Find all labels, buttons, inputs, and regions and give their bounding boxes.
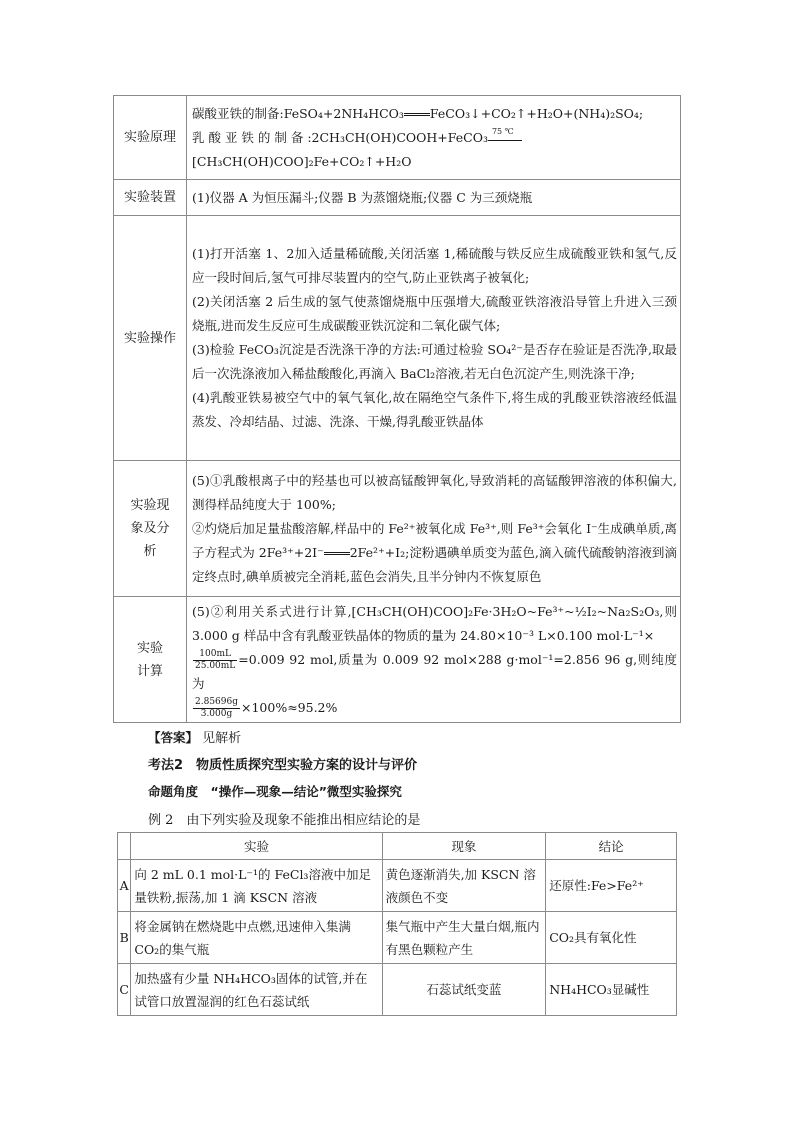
option-experiment: 向 2 mL 0.1 mol·L⁻¹的 FeCl₃溶液中加足量铁粉,振荡,加 1 滴 KSCN 溶液: [131, 860, 382, 912]
operation-step-3: (3)检验 FeCO₃沉淀是否洗涤干净的方法:可通过检验 SO₄²⁻是否存在验证是否洗净,取最后一次洗涤液加入稀盐酸酸化,再滴入 BaCl₂溶液,若无白色沉淀产生,则洗涤干净;: [192, 342, 677, 381]
phenomenon-line-1: (5)①乳酸根离子中的羟基也可以被高锰酸钾氧化,导致消耗的高锰酸钾溶液的体积偏大,测得样品纯度大于 100%;: [192, 472, 677, 512]
calculation-line-3: ×100%≈95.2%: [240, 699, 338, 715]
row-label-calculation: [114, 597, 187, 723]
header-experiment: 实验: [131, 833, 382, 860]
row-label-principle: 实验原理: [114, 96, 187, 180]
option-experiment: 将金属钠在燃烧匙中点燃,迅速伸入集满 CO₂的集气瓶: [131, 912, 382, 964]
temperature-label: 75 ℃: [491, 127, 514, 136]
equals-sign: [404, 113, 430, 116]
calculation-line-2: =0.009 92 mol,质量为 0.009 92 mol×288 g·mol⁻¹=2.856 96 g,则纯度为: [192, 651, 677, 691]
phenomenon-content: [187, 461, 681, 597]
principle-content: [187, 96, 681, 180]
operation-content: [187, 216, 681, 461]
option-phenomenon: 集气瓶中产生大量白烟,瓶内有黑色颗粒产生: [382, 912, 546, 964]
answer-tag: 【答案】: [148, 730, 199, 745]
section-heading: 考法2 物质性质探究型实验方案的设计与评价: [148, 758, 418, 773]
row-label-operation: 实验操作: [114, 216, 187, 461]
options-table: [117, 832, 677, 1016]
header-conclusion: 结论: [546, 833, 677, 860]
principle-line-2: 乳 酸 亚 铁 的 制 备 :2CH₃CH(OH)COOH+FeCO₃: [192, 129, 488, 145]
header-phenomenon: 现象: [382, 833, 546, 860]
header-blank: [118, 833, 131, 860]
experiment-table: [113, 95, 681, 723]
fraction-denominator: 25.00mL: [195, 660, 236, 671]
row-label-phenomenon: [114, 461, 187, 597]
option-phenomenon: 石蕊试纸变蓝: [382, 964, 546, 1016]
fraction-volume: [193, 649, 237, 672]
reaction-condition: [488, 127, 522, 145]
fraction-numerator: 100mL: [193, 649, 237, 661]
option-key: A: [118, 860, 131, 912]
operation-step-1: (1)打开活塞 1、2加入适量稀硫酸,关闭活塞 1,稀硫酸与铁反应生成硫酸亚铁和氢气,反应一段时间后,氢气可排尽装置内的空气,防止亚铁离子被氧化;: [192, 246, 677, 285]
subsection-heading: 命题角度 “操作—现象—结论”微型实验探究: [148, 784, 402, 799]
answer-line: [148, 727, 241, 746]
option-experiment: 加热盛有少量 NH₄HCO₃固体的试管,并在试管口放置湿润的红色石蕊试纸: [131, 964, 382, 1016]
phenomenon-line-2a: ②灼烧后加足量盐酸溶解,样品中的 Fe²⁺被氧化成 Fe³⁺,则 Fe³⁺会氧化 I⁻生成碘单质,离子方程式为 2Fe³⁺+2I⁻: [192, 520, 677, 560]
calculation-content: [187, 597, 681, 723]
phenomenon-label-text: 实验现象及分析: [130, 498, 170, 559]
calculation-line-1: (5)②利用关系式进行计算,[CH₃CH(OH)COO]₂Fe·3H₂O~Fe³⁺~½I₂~Na₂S₂O₃,则 3.000 g 样品中含有乳酸亚铁晶体的物质的量为 24.80×10⁻³ L×0.100 mol·L⁻¹×: [192, 603, 677, 643]
principle-line-3: [CH₃CH(OH)COO]₂Fe+CO₂↑+H₂O: [192, 153, 412, 169]
calculation-label-text: 实验计算: [136, 640, 163, 679]
option-key: C: [118, 964, 131, 1016]
row-label-apparatus: 实验装置: [114, 180, 187, 216]
principle-line-1b: FeCO₃↓+CO₂↑+H₂O+(NH₄)₂SO₄;: [429, 105, 644, 121]
option-conclusion: 还原性:Fe>Fe²⁺: [546, 860, 677, 912]
answer-text: 见解析: [202, 731, 242, 746]
fraction-purity: [193, 697, 240, 720]
apparatus-content: (1)仪器 A 为恒压漏斗;仪器 B 为蒸馏烧瓶;仪器 C 为三颈烧瓶: [187, 180, 681, 216]
principle-line-1a: 碳酸亚铁的制备:FeSO₄+2NH₄HCO₃: [192, 105, 404, 121]
equals-sign: [324, 552, 350, 555]
phenomenon-line-2b: 2Fe²⁺+I₂;淀粉遇碘单质变为蓝色,滴入硫代硫酸钠溶液到滴定终点时,碘单质被完全消耗,蓝色会消失,且半分钟内不恢复原色: [192, 544, 677, 584]
operation-step-4: (4)乳酸亚铁易被空气中的氧气氧化,故在隔绝空气条件下,将生成的乳酸亚铁溶液经低温蒸发、冷却结晶、过滤、洗涤、干燥,得乳酸亚铁晶体: [192, 390, 677, 429]
operation-step-2: (2)关闭活塞 2 后生成的氢气使蒸馏烧瓶中压强增大,硫酸亚铁溶液沿导管上升进入三颈烧瓶,进而发生反应可生成碳酸亚铁沉淀和二氧化碳气体;: [192, 294, 677, 333]
option-conclusion: CO₂具有氧化性: [546, 912, 677, 964]
option-phenomenon: 黄色逐渐消失,加 KSCN 溶液颜色不变: [382, 860, 546, 912]
fraction-numerator: 2.85696g: [195, 696, 238, 707]
fraction-denominator: 3.000g: [200, 708, 233, 719]
example-question: 例 2 由下列实验及现象不能推出相应结论的是: [148, 813, 421, 828]
option-conclusion: NH₄HCO₃显碱性: [546, 964, 677, 1016]
option-key: B: [118, 912, 131, 964]
